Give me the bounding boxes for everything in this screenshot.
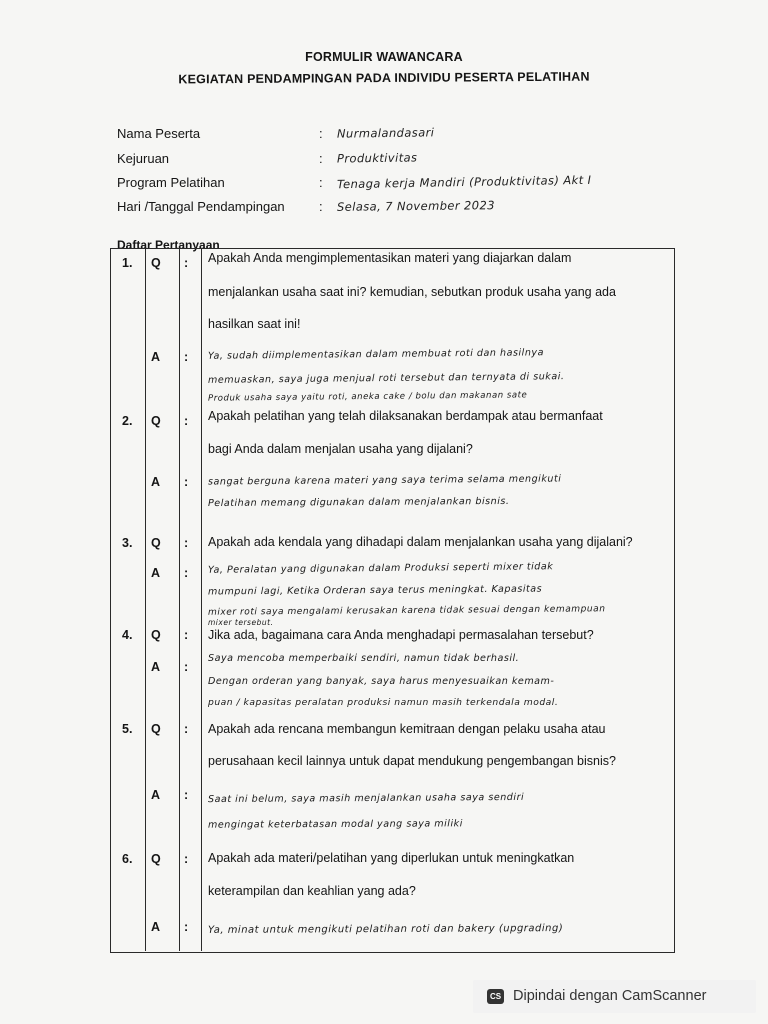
row-colon: : bbox=[184, 536, 189, 550]
question-text: Apakah Anda mengimplementasikan materi yang diajarkan dalam bbox=[208, 251, 572, 265]
row-colon: : bbox=[184, 414, 189, 428]
question-number: 4. bbox=[122, 628, 133, 642]
info-colon: : bbox=[319, 126, 323, 141]
form-subtitle: KEGIATAN PENDAMPINGAN PADA INDIVIDU PESERTA PELATIHAN bbox=[178, 69, 590, 87]
question-text: Jika ada, bagaimana cara Anda menghadapi permasalahan tersebut? bbox=[208, 628, 594, 642]
question-code: Q bbox=[151, 256, 161, 270]
question-answer-table bbox=[110, 248, 675, 953]
question-number: 1. bbox=[122, 256, 133, 270]
camscanner-logo: CS bbox=[487, 989, 504, 1004]
question-text: Apakah ada kendala yang dihadapi dalam menjalankan usaha yang dijalani? bbox=[208, 535, 633, 549]
answer-handwritten: Saya mencoba memperbaiki sendiri, namun tidak berhasil. bbox=[208, 653, 520, 664]
answer-code: A bbox=[151, 475, 161, 489]
answer-handwritten: Pelatihan memang digunakan dalam menjalankan bisnis. bbox=[207, 495, 510, 510]
question-text: keterampilan dan keahlian yang ada? bbox=[208, 884, 416, 898]
answer-handwritten: Ya, minat untuk mengikuti pelatihan roti dan bakery (upgrading) bbox=[207, 923, 564, 936]
row-colon: : bbox=[184, 566, 189, 580]
info-value-mentoring-date: Selasa, 7 November 2023 bbox=[336, 198, 495, 214]
info-colon: : bbox=[319, 175, 323, 190]
question-code: Q bbox=[151, 722, 161, 736]
answer-code: A bbox=[151, 660, 161, 674]
answer-code: A bbox=[151, 920, 161, 934]
camscanner-text: Dipindai dengan CamScanner bbox=[513, 988, 707, 1004]
question-number: 3. bbox=[122, 536, 133, 550]
answer-handwritten: mixer roti saya mengalami kerusakan karena tidak sesuai dengan kemampuan bbox=[207, 604, 606, 618]
camscanner-watermark bbox=[473, 980, 756, 1013]
answer-handwritten: Ya, Peralatan yang digunakan dalam Produksi seperti mixer tidak bbox=[207, 561, 554, 576]
question-text: Apakah ada materi/pelatihan yang diperlukan untuk meningkatkan bbox=[208, 851, 575, 865]
question-text: hasilkan saat ini! bbox=[208, 317, 301, 331]
question-number: 5. bbox=[122, 722, 133, 736]
row-colon: : bbox=[184, 256, 189, 270]
info-value-participant-name: Nurmalandasari bbox=[336, 125, 435, 141]
info-value-vocation: Produktivitas bbox=[336, 150, 418, 166]
question-text: menjalankan usaha saat ini? kemudian, sebutkan produk usaha yang ada bbox=[208, 285, 616, 299]
answer-code: A bbox=[151, 350, 161, 364]
answer-handwritten: Produk usaha saya yaitu roti, aneka cake / bolu dan makanan sate bbox=[207, 390, 528, 404]
question-code: Q bbox=[151, 852, 161, 866]
answer-handwritten: mixer tersebut. bbox=[208, 618, 274, 627]
answer-handwritten: mumpuni lagi, Ketika Orderan saya terus meningkat. Kapasitas bbox=[207, 583, 543, 598]
info-value-training-program: Tenaga kerja Mandiri (Produktivitas) Akt I bbox=[336, 172, 592, 192]
question-number: 2. bbox=[122, 414, 133, 428]
question-code: Q bbox=[151, 414, 161, 428]
answer-handwritten: puan / kapasitas peralatan produksi namun masih terkendala modal. bbox=[208, 697, 559, 708]
info-label: Hari /Tanggal Pendampingan bbox=[117, 199, 285, 214]
info-label: Program Pelatihan bbox=[117, 175, 225, 190]
question-text: Apakah pelatihan yang telah dilaksanakan berdampak atau bermanfaat bbox=[208, 409, 603, 423]
row-colon: : bbox=[184, 722, 189, 736]
answer-handwritten: Ya, sudah diimplementasikan dalam membuat roti dan hasilnya bbox=[207, 347, 544, 362]
answer-handwritten: memuaskan, saya juga menjual roti tersebut dan ternyata di sukai. bbox=[207, 371, 565, 386]
info-label: Nama Peserta bbox=[117, 126, 201, 141]
info-colon: : bbox=[319, 151, 323, 166]
answer-handwritten: Dengan orderan yang banyak, saya harus menyesuaikan kemam- bbox=[208, 676, 555, 687]
row-colon: : bbox=[184, 852, 189, 866]
answer-code: A bbox=[151, 566, 161, 580]
answer-handwritten: mengingat keterbatasan modal yang saya miliki bbox=[207, 818, 463, 831]
row-colon: : bbox=[184, 628, 189, 642]
question-number: 6. bbox=[122, 852, 133, 866]
answer-code: A bbox=[151, 788, 161, 802]
question-text: bagi Anda dalam menjalan usaha yang dijalani? bbox=[208, 442, 473, 456]
info-colon: : bbox=[319, 199, 323, 214]
row-colon: : bbox=[184, 660, 189, 674]
row-colon: : bbox=[184, 920, 189, 934]
info-label: Kejuruan bbox=[117, 151, 170, 166]
form-title: FORMULIR WAWANCARA bbox=[305, 50, 463, 64]
question-code: Q bbox=[151, 628, 161, 642]
column-divider bbox=[179, 248, 180, 951]
column-divider bbox=[201, 248, 202, 951]
question-text: Apakah ada rencana membangun kemitraan dengan pelaku usaha atau bbox=[208, 722, 606, 736]
row-colon: : bbox=[184, 350, 189, 364]
row-colon: : bbox=[184, 788, 189, 802]
question-code: Q bbox=[151, 536, 161, 550]
column-divider bbox=[145, 248, 146, 951]
question-list-heading: Daftar Pertanyaan bbox=[117, 238, 220, 252]
answer-handwritten: sangat berguna karena materi yang saya terima selama mengikuti bbox=[207, 473, 562, 488]
question-text: perusahaan kecil lainnya untuk dapat mendukung pengembangan bisnis? bbox=[208, 754, 616, 768]
row-colon: : bbox=[184, 475, 189, 489]
answer-handwritten: Saat ini belum, saya masih menjalankan usaha saya sendiri bbox=[207, 791, 525, 806]
